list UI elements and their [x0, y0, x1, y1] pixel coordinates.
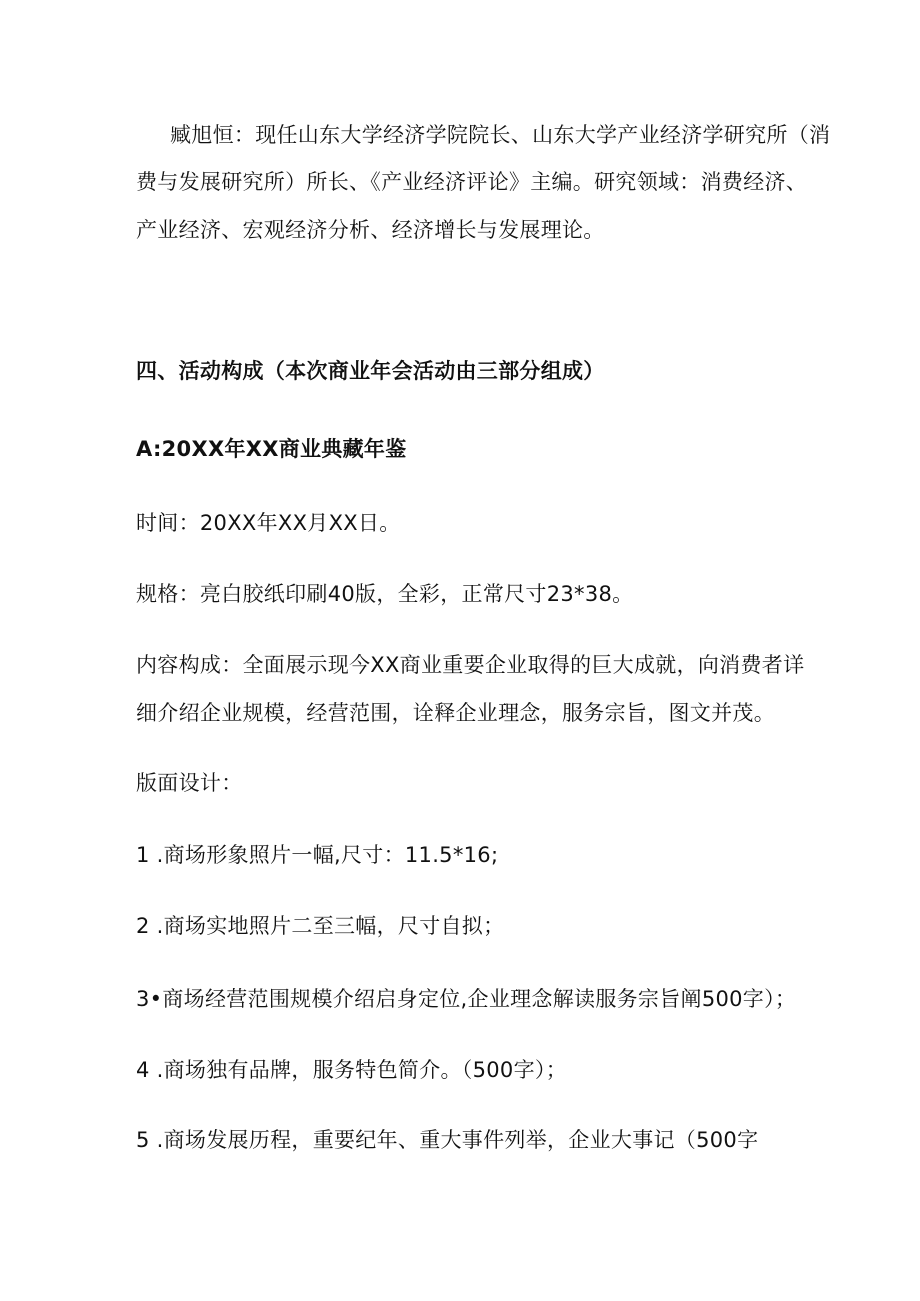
section-title: 四、活动构成（本次商业年会活动由三部分组成） — [136, 359, 605, 383]
intro-line-3: 产业经济、宏观经济分析、经济增长与发展理论。 — [136, 218, 605, 242]
list-item: 1 .商场形象照片一幅,尺寸：11.5*16; — [136, 843, 499, 867]
list-item: 5 .商场发展历程，重要纪年、重大事件列举，企业大事记（500字 — [136, 1128, 759, 1152]
list-item: 2 .商场实地照片二至三幅，尺寸自拟； — [136, 914, 505, 938]
spec-line: 规格：亮白胶纸印刷40版，全彩，正常尺寸23*38。 — [136, 582, 634, 606]
list-item: 3•商场经营范围规模介绍启身定位,企业理念解读服务宗旨阐500字）； — [136, 987, 797, 1011]
intro-line-1: 臧旭恒：现任山东大学经济学院院长、山东大学产业经济学研究所（消 — [170, 123, 831, 147]
content-line-2: 细介绍企业规模，经营范围，诠释企业理念，服务宗旨，图文并茂。 — [136, 701, 775, 725]
intro-line-2: 费与发展研究所）所长、《产业经济评论》主编。研究领域：消费经济、 — [136, 170, 808, 194]
list-item: 4 .商场独有品牌，服务特色简介。（500字）； — [136, 1058, 567, 1082]
content-line-1: 内容构成：全面展示现今XX商业重要企业取得的巨大成就，向消费者详 — [136, 653, 805, 677]
section-subtitle: A:20XX年XX商业典藏年鉴 — [136, 437, 407, 461]
layout-label: 版面设计： — [136, 771, 243, 795]
time-line: 时间：20XX年XX月XX日。 — [136, 511, 401, 535]
